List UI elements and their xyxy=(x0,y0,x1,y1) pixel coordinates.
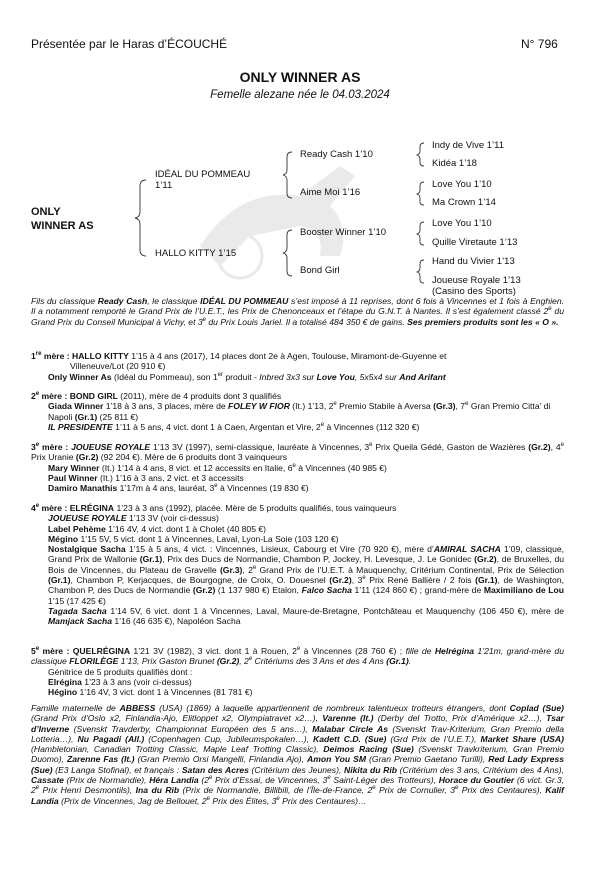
sire-dam: Aime Moi 1’16 xyxy=(300,187,361,198)
dam-sire-sire: Love You 1’10 xyxy=(432,218,492,229)
mere1-section: 1re mère : HALLO KITTY 1’15 à 4 ans (2017), 14 places dont 2e à Agen, Toulouse, Miramont-de-Guyenne et Villeneuve/Lot (20 910 €) Only Winner As (Idéal du Pommeau), son 1er produit - Inbred 3x3 sur Love You, 5x5x4 sur And Arifant xyxy=(31,351,447,382)
lot-number: N° 796 xyxy=(521,37,558,51)
horse-description: Femelle alezane née le 04.03.2024 xyxy=(210,89,390,101)
sire-sire: Ready Cash 1’10 xyxy=(300,149,373,160)
dam-dam-dam: Joueuse Royale 1’13 (Casino des Sports) xyxy=(432,275,521,297)
presenter-text: Présentée par le Haras d’ÉCOUCHÉ xyxy=(31,37,228,51)
dam-sire-dam: Quille Viretaute 1’13 xyxy=(432,237,518,248)
sire-dam-dam: Ma Crown 1’14 xyxy=(432,197,496,208)
pedigree-horse-name: ONLY WINNER AS xyxy=(31,206,94,232)
sire-intro-paragraph: Fils du classique Ready Cash, le classique IDÉAL DU POMMEAU s’est imposé à 11 reprises, dont 6 fois à Vincennes et 1 fois à Enghien. Il a notamment remporté le Grand Prix de l’U.E.T., les Prix de Chenonceaux et l’étape du G.N.T. à Nantes. Il s’est également classé 2e du Grand Prix du Conseil Municipal à Vichy, et 3e du Prix Louis Jariel. Il a totalisé 484 350 € de gains. Ses premiers produits sont les « O ». xyxy=(31,296,564,327)
dam-name: HALLO KITTY 1’15 xyxy=(155,248,237,259)
mere3-section: 3e mère : JOUEUSE ROYALE 1’13 3V (1997), semi-classique, lauréate à Vincennes, 3e Prix Queila Gédé, Gaston de Wazières (Gr.2), 4e Prix Uranie (Gr.2) (92 204 €). Mère de 6 produits dont 3 vainqueurs Mary Winner (It.) 1’14 à 4 ans, 8 vict. et 12 accessits en Italie, 6e à Vincennes (40 985 €) Paul Winner (It.) 1’16 à 3 ans, 2 vict. et 3 accessits Damiro Manathis 1’17m à 4 ans, lauréat, 3e à Vincennes (19 830 €) xyxy=(31,442,565,494)
dam-sire: Booster Winner 1’10 xyxy=(300,227,387,238)
mere5-section: 5e mère : QUELRÉGINA 1’21 3V (1982), 3 vict. dont 1 à Rouen, 2e à Vincennes (28 760 €) ; fille de Helrégina 1’21m, grand-mère du classique FLORILÈGE 1’13, Prix Gaston Brunet (Gr.2), 2e Critériums des 3 Ans et des 4 Ans (Gr.1). Génitrice de 5 produits qualifiés dont : Elrégina 1’23 à 3 ans (voir ci-dessus) Hégino 1’16 4V, 3 vict. dont 1 à Vincennes (81 781 €) xyxy=(31,646,564,698)
dam-dam-sire: Hand du Vivier 1’13 xyxy=(432,256,515,267)
sire-dam-sire: Love You 1’10 xyxy=(432,179,492,190)
sire-sire-dam: Kidéa 1’18 xyxy=(432,158,477,169)
mere4-section: 4e mère : ELRÉGINA 1’23 à 3 ans (1992), placée. Mère de 5 produits qualifiés, tous vainqueurs JOUEUSE ROYALE 1’13 3V (voir ci-dessus) Label Pehème 1’16 4V, 4 vict. dont 1 à Cholet (40 805 €) Mégino 1’15 5V, 5 vict. dont 1 à Vincennes, Laval, Lyon-La Soie (103 120 €) Nostalgique Sacha 1’15 à 5 ans, 4 vict. : Vincennes, Lisieux, Cabourg et Vire (70 920 €), mère d’AMIRAL SACHA 1’09, classique, Grand Prix de Wallonie (Gr.1), Prix des Ducs de Normandie, Chambon P, Jockey, H. Levesque, J. Le Gonidec (Gr.2), de Bruxelles, du Bois de Vincennes, du Plateau de Gravelle (Gr.3), 2e Grand Prix de l’U.E.T. à Mauquenchy, Critérium Continental, Prix de Sélection (Gr.1), Chambon P, Kerjacques, de Bourgogne, de Croix, O. Douesnel (Gr.2), 3e Prix René Ballière / 2 fois (Gr.1), de Washington, Chambon P, des Ducs de Normandie (Gr.2) (1 137 980 €) Etalon, Falco Sacha 1’11 (124 860 €) ; grand-mère de Maximiliano de Lou 1’15 (17 425 €) Tagada Sacha 1’14 5V, 6 vict. dont 1 à Vincennes, Laval, Maure-de-Bretagne, Pontchâteau et Mauquenchy (106 450 €), mère de Mamjack Sacha 1’16 (46 635 €), Napoléon Sacha xyxy=(31,503,565,627)
horse-title: ONLY WINNER AS xyxy=(239,69,361,85)
sire-record: 1’11 xyxy=(155,180,173,191)
sire-sire-sire: Indy de Vive 1’11 xyxy=(432,140,505,151)
sire-name: IDÉAL DU POMMEAU xyxy=(155,169,251,180)
famille-paragraph: Famille maternelle de ABBESS (USA) (1869) à laquelle appartiennent de nombreux talentueux trotteurs étrangers, dont Coplad (Sue) (Grand Prix d’Oslo x2, Finlandia-Ajo, Elitloppet x2, Olympiatravet x2…), Varenne (It.) (Derby del Trotto, Prix d’Amérique x2…), Tsar d’Inverne (Svenskt Travderby, Championnat Européen des 5 ans…), Malabar Circle As (Svenskt Trav-Kriterium, Gran Premio della Lotteria…), Nu Pagadi (All.) (Copenhagen Cup, Jubileumspokalen…), Kadett C.D. (Sue) (Grd Prix de l’U.E.T.), Market Share (USA) (Hambletonian, Canadian Trotting Classic, Maple Leaf Trotting Classic), Deimos Racing (Sue) (Svenskt Travkriterium, Gran Premio Duomo), Zarenne Fas (It.) (Gran Premio Orsi Mangelli, Finlandia Ajo), Amon You SM (Gran Premio Gaetano Turilli), Red Lady Express (Sue) (E3 Langa Stofinal), et français : Satan des Acres (Critérium des Jeunes), Nikita du Rib (Critérium des 3 ans, Critérium des 4 Ans), Cassate (Prix de Normandie), Héra Landia (2e Prix d’Essai, de Vincennes, 3e Saint-Léger des Trotteurs), Horace du Goutier (6 vict. Gr.3, 2e Prix Henri Desmontils), Ina du Rib (Prix de Normandie, Billibili, de l’Île-de-France, 2e Prix de Cornulier, 3e Prix des Centaures), Kalif Landia (Prix de Vincennes, Jag de Bellouet, 2e Prix des Élites, 3e Prix des Centaures)… xyxy=(31,703,565,806)
dam-dam: Bond Girl xyxy=(300,265,340,276)
mere2-section: 2e mère : BOND GIRL (2011), mère de 4 produits dont 3 qualifiés Giada Winner 1’18 à 3 ans, 3 places, mère de FOLEY W FIOR (It.) 1’13, 2e Premio Stabile à Aversa (Gr.3), 7e Gran Premio Citta’ di Napoli (Gr.1) (25 811 €) IL PRESIDENTE 1’11 à 5 ans, 4 vict. dont 1 à Caen, Argentan et Vire, 2e à Vincennes (112 320 €) xyxy=(31,391,551,432)
